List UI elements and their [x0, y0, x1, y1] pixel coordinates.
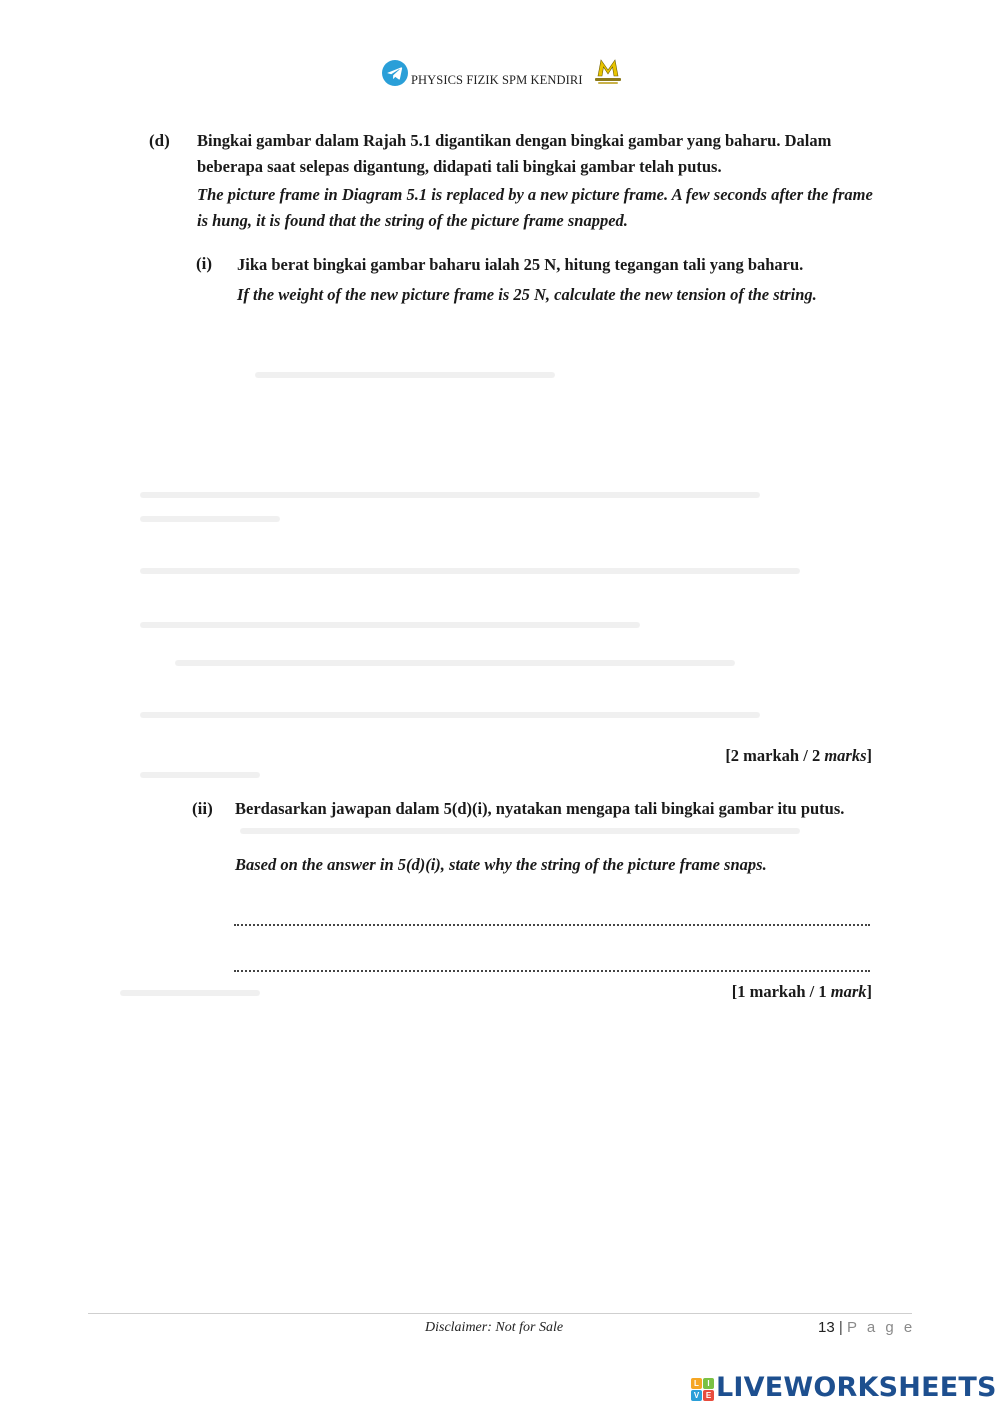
question-d-english-text: The picture frame in Diagram 5.1 is replaced by a new picture frame. A few seconds after the frame is hung, it is found that the string of the picture frame snapped. — [197, 185, 873, 230]
footer-disclaimer: Disclaimer: Not for Sale — [425, 1320, 564, 1335]
part-ii-malay-text: Berdasarkan jawapan dalam 5(d)(i), nyatakan mengapa tali bingkai gambar itu putus. — [235, 799, 845, 818]
page-number: 13 | P a g e — [818, 1319, 916, 1336]
part-i-malay-text: Jika berat bingkai gambar baharu ialah 25 N, hitung tegangan tali yang baharu. — [237, 255, 804, 274]
header-title: PHYSICS FIZIK SPM KENDIRI — [411, 73, 583, 87]
question-d-label: (d) — [149, 131, 170, 150]
footer-divider — [88, 1313, 912, 1314]
answer-line-2[interactable] — [234, 970, 870, 972]
part-i-english-text: If the weight of the new picture frame is 25 N, calculate the new tension of the string. — [237, 285, 817, 304]
page-header — [0, 56, 1000, 96]
liveworksheets-wordmark: LIVEWORKSHEETS — [716, 1372, 997, 1403]
question-d-malay-text: Bingkai gambar dalam Rajah 5.1 digantikan dengan bingkai gambar yang baharu. Dalam beberapa saat selepas digantung, didapati tali bingkai gambar telah putus. — [197, 131, 832, 176]
part-ii-marks: [1 markah / 1 mark] — [731, 982, 872, 1001]
part-ii-english-text: Based on the answer in 5(d)(i), state why the string of the picture frame snaps. — [235, 855, 767, 874]
liveworksheets-grid-icon: L I V E — [691, 1378, 715, 1402]
part-ii-label: (ii) — [192, 799, 213, 818]
answer-line-1[interactable] — [234, 924, 870, 926]
telegram-icon — [382, 60, 408, 86]
m-logo-icon — [593, 56, 623, 88]
part-i-label: (i) — [196, 254, 213, 273]
part-i-marks: [2 markah / 2 marks] — [725, 746, 872, 765]
liveworksheets-logo — [691, 1372, 997, 1408]
